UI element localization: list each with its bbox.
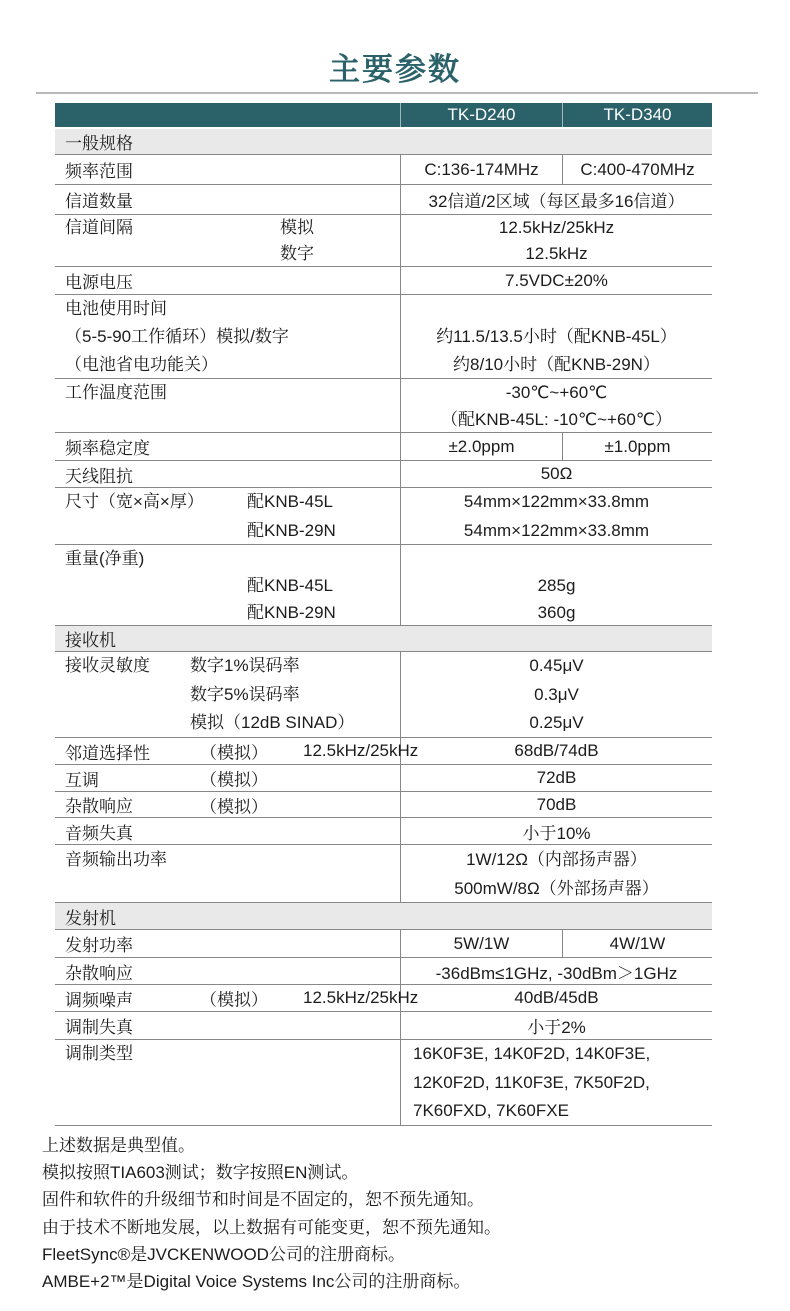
row-spurious-response-rx	[55, 792, 712, 818]
row-spurious-response-tx	[55, 958, 712, 985]
header-model-2: TK-D340	[603, 105, 672, 124]
row-audio-distortion	[55, 818, 712, 845]
spec-sublabel: （模拟）	[200, 770, 268, 790]
spec-value: 12.5kHz	[525, 244, 588, 263]
section-header-receiver	[55, 626, 712, 652]
spec-label: 邻道选择性	[65, 743, 150, 763]
spec-label-group	[55, 652, 400, 737]
row-tx-power	[55, 930, 712, 958]
spec-label: 调频噪声	[65, 990, 133, 1010]
spec-value: 7K60FXD, 7K60FXE	[413, 1101, 569, 1121]
spec-sublabel: 数字	[280, 244, 314, 263]
spec-label: 工作温度范围	[65, 383, 167, 402]
spec-sublabel: （模拟）	[200, 743, 268, 763]
spec-label: 发射功率	[65, 936, 133, 955]
row-freq-stability	[55, 433, 712, 461]
footer-note: AMBE+2™是Digital Voice Systems Inc公司的注册商标。	[42, 1272, 471, 1292]
spec-label: 调制类型	[65, 1044, 133, 1063]
row-antenna-impedance	[55, 461, 712, 488]
spec-label-group	[55, 488, 400, 544]
spec-label: 重量(净重)	[65, 549, 145, 568]
row-adjacent-selectivity	[55, 738, 712, 765]
spec-sublabel: 模拟	[280, 218, 314, 237]
spec-value-model2: ±1.0ppm	[604, 436, 671, 456]
spec-label: 调制失真	[65, 1018, 133, 1037]
spec-label: 电池使用时间	[65, 299, 167, 318]
spec-values	[400, 930, 712, 957]
spec-values	[400, 155, 712, 184]
spec-value: 40dB/45dB	[400, 985, 712, 1011]
spec-value: 285g	[537, 576, 576, 595]
spec-value-model2: 4W/1W	[609, 933, 666, 953]
section-header-general	[55, 129, 712, 155]
spec-sublabel: 配KNB-45L	[247, 576, 333, 595]
spec-values	[400, 433, 712, 460]
spec-value-group	[400, 488, 712, 544]
spec-value-group	[400, 295, 712, 378]
spec-label: （5-5-90工作循环）模拟/数字	[65, 327, 289, 346]
spec-value: 1W/12Ω（内部扬声器）	[466, 850, 647, 869]
spec-label-group	[55, 845, 400, 902]
row-battery-life	[55, 295, 712, 379]
spec-value-model2: C:400-470MHz	[580, 159, 695, 179]
spec-label-group	[55, 985, 419, 1011]
row-fm-noise	[55, 985, 712, 1012]
header-model-1: TK-D240	[401, 103, 563, 127]
spec-value-group	[400, 545, 712, 625]
spec-label: （电池省电功能关）	[65, 355, 218, 374]
spec-label: 天线阻抗	[65, 466, 133, 486]
spec-value-group	[400, 1040, 712, 1125]
spec-label-group	[55, 792, 400, 817]
spec-sublabel: 12.5kHz/25kHz	[303, 988, 419, 1007]
spec-sublabel: 配KNB-45L	[247, 492, 333, 511]
spec-sublabel: 12.5kHz/25kHz	[303, 741, 419, 760]
table-header-row	[55, 103, 712, 129]
page-title: 主要参数	[329, 52, 461, 87]
section-label: 接收机	[65, 631, 116, 650]
row-channels	[55, 185, 712, 215]
spec-value: 约11.5/13.5小时（配KNB-45L）	[436, 327, 677, 346]
spec-sublabel: （模拟）	[200, 797, 268, 816]
spec-label: 电源电压	[65, 273, 133, 292]
spec-value-model1: 5W/1W	[401, 930, 563, 957]
spec-value: 12K0F2D, 11K0F3E, 7K50F2D,	[413, 1072, 650, 1092]
spec-sublabel: 数字1%误码率	[190, 656, 300, 675]
header-model-cells	[400, 103, 712, 127]
spec-value-group	[400, 215, 712, 266]
spec-value: 约8/10小时（配KNB-29N）	[453, 355, 660, 374]
spec-label-group	[55, 765, 400, 791]
spacer	[401, 295, 712, 323]
spec-value: 0.25μV	[529, 713, 584, 733]
spec-value: 54mm×122mm×33.8mm	[463, 492, 650, 511]
spec-sublabel: （模拟）	[200, 990, 268, 1010]
spec-label: 音频失真	[65, 823, 133, 843]
spec-label: 音频输出功率	[65, 850, 167, 869]
row-rx-sensitivity	[55, 652, 712, 738]
spec-value: 360g	[537, 603, 576, 622]
spec-sublabel: 数字5%误码率	[190, 684, 300, 704]
spec-value: （配KNB-45L: -10℃~+60℃）	[441, 410, 672, 429]
spec-value: -30℃~+60℃	[505, 383, 608, 402]
footer-note: 由于技术不断地发展，以上数据有可能变更，恕不预先通知。	[42, 1217, 501, 1237]
row-audio-output	[55, 845, 712, 903]
row-voltage	[55, 267, 712, 295]
spec-value-group	[400, 845, 712, 902]
spec-value: 72dB	[400, 765, 712, 791]
spec-value-group	[400, 379, 712, 432]
spec-value: 小于2%	[400, 1012, 712, 1039]
row-dimensions	[55, 488, 712, 545]
spec-label: 信道数量	[65, 192, 133, 211]
row-modulation-type	[55, 1040, 712, 1126]
spec-label: 接收灵敏度	[65, 656, 150, 675]
spec-value: 小于10%	[400, 818, 712, 844]
spec-value: 50Ω	[400, 461, 712, 487]
section-label: 一般规格	[65, 134, 133, 153]
spec-label-group	[55, 738, 419, 764]
row-channel-spacing	[55, 215, 712, 267]
spec-value: 0.45μV	[529, 656, 584, 675]
header-empty-cell	[55, 103, 400, 127]
spec-label: 互调	[65, 770, 99, 790]
spacer	[401, 545, 712, 572]
row-temperature	[55, 379, 712, 433]
spec-label: 杂散响应	[65, 797, 133, 816]
footer-note: 模拟按照TIA603测试；数字按照EN测试。	[42, 1163, 359, 1183]
spec-label: 信道间隔	[65, 218, 133, 237]
section-label: 发射机	[65, 908, 116, 928]
spec-sublabel: 配KNB-29N	[247, 603, 336, 622]
spec-value: 54mm×122mm×33.8mm	[463, 520, 650, 540]
spec-value: 12.5kHz/25kHz	[498, 218, 615, 237]
spec-value: 68dB/74dB	[400, 738, 712, 764]
spec-label: 频率范围	[65, 162, 133, 181]
section-header-transmitter	[55, 903, 712, 930]
spec-value: -36dBm≤1GHz, -30dBm＞1GHz	[400, 958, 712, 984]
spec-value: 70dB	[400, 792, 712, 817]
spec-label: 尺寸（宽×高×厚）	[65, 492, 204, 511]
spec-label: 频率稳定度	[65, 439, 150, 458]
spec-label-group	[55, 545, 400, 625]
spec-value-model1: C:136-174MHz	[401, 155, 563, 184]
footer-note: 上述数据是典型值。	[42, 1136, 195, 1155]
row-freq-range	[55, 155, 712, 185]
row-modulation-distortion	[55, 1012, 712, 1040]
spec-value: 7.5VDC±20%	[400, 267, 712, 294]
spec-label-group	[55, 295, 400, 378]
spec-value-group	[400, 652, 712, 737]
spec-label: 杂散响应	[65, 963, 133, 983]
footnotes	[42, 1132, 762, 1295]
spec-label-group	[55, 379, 400, 432]
spec-value: 32信道/2区域（每区最多16信道）	[400, 185, 712, 214]
title-divider	[36, 92, 758, 94]
footer-note: FleetSync®是JVCKENWOOD公司的注册商标。	[42, 1244, 405, 1264]
spec-value: 16K0F3E, 14K0F2D, 14K0F3E,	[413, 1044, 651, 1063]
spec-value-model1: ±2.0ppm	[401, 433, 563, 460]
spec-value: 500mW/8Ω（外部扬声器）	[454, 879, 659, 898]
footer-note: 固件和软件的升级细节和时间是不固定的，恕不预先通知。	[42, 1190, 484, 1210]
spec-table	[55, 103, 712, 1126]
spec-label-group	[55, 215, 400, 266]
spec-sublabel: 配KNB-29N	[247, 520, 336, 540]
spec-label-group	[55, 1040, 400, 1125]
spec-sublabel: 模拟（12dB SINAD）	[190, 713, 355, 733]
row-weight	[55, 545, 712, 626]
row-intermodulation	[55, 765, 712, 792]
spec-value: 0.3μV	[534, 684, 579, 704]
